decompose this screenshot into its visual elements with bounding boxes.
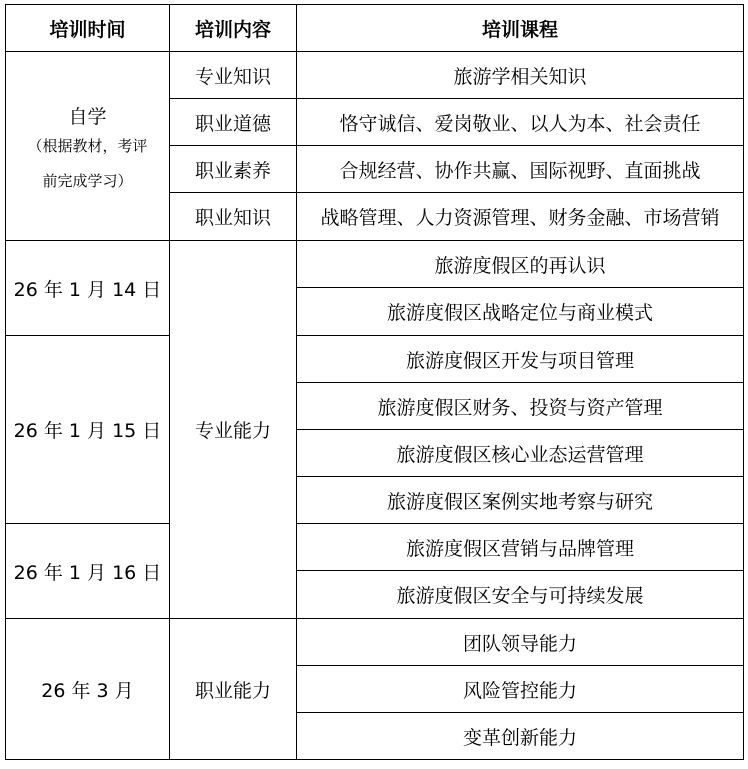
date-cell: 26 年 3 月 — [6, 619, 170, 760]
course-cell: 旅游学相关知识 — [297, 52, 744, 99]
header-training-time: 培训时间 — [6, 5, 170, 52]
training-schedule-table — [5, 4, 744, 760]
content-cell-professional: 专业能力 — [170, 241, 297, 619]
course-cell: 合规经营、协作共赢、国际视野、直面挑战 — [297, 146, 744, 193]
content-cell: 专业知识 — [170, 52, 297, 99]
date-cell: 26 年 1 月 14 日 — [6, 241, 170, 336]
header-row — [6, 5, 744, 52]
date-cell: 26 年 1 月 16 日 — [6, 524, 170, 619]
content-cell-occupational: 职业能力 — [170, 619, 297, 760]
self-study-cell — [6, 52, 170, 241]
course-cell: 旅游度假区安全与可持续发展 — [297, 571, 744, 619]
course-cell: 旅游度假区开发与项目管理 — [297, 336, 744, 383]
table-row — [6, 619, 744, 666]
course-cell: 旅游度假区财务、投资与资产管理 — [297, 383, 744, 430]
course-cell: 风险管控能力 — [297, 666, 744, 713]
self-study-note-line1: （根据教材，考评 — [27, 136, 148, 155]
self-study-note-line2: 前完成学习） — [42, 171, 133, 190]
course-cell: 变革创新能力 — [297, 713, 744, 760]
course-cell: 战略管理、人力资源管理、财务金融、市场营销 — [297, 193, 744, 241]
course-cell: 旅游度假区案例实地考察与研究 — [297, 477, 744, 524]
course-cell: 团队领导能力 — [297, 619, 744, 666]
course-cell: 旅游度假区营销与品牌管理 — [297, 524, 744, 571]
header-training-content: 培训内容 — [170, 5, 297, 52]
course-cell: 旅游度假区战略定位与商业模式 — [297, 288, 744, 336]
table-row — [6, 52, 744, 99]
self-study-title: 自学 — [68, 105, 107, 128]
course-cell: 恪守诚信、爱岗敬业、以人为本、社会责任 — [297, 99, 744, 146]
table-row — [6, 241, 744, 288]
content-cell: 职业知识 — [170, 193, 297, 241]
content-cell: 职业素养 — [170, 146, 297, 193]
table-row — [6, 524, 744, 571]
date-cell: 26 年 1 月 15 日 — [6, 336, 170, 524]
table-row — [6, 336, 744, 383]
content-cell: 职业道德 — [170, 99, 297, 146]
course-cell: 旅游度假区核心业态运营管理 — [297, 430, 744, 477]
header-training-course: 培训课程 — [297, 5, 744, 52]
course-cell: 旅游度假区的再认识 — [297, 241, 744, 288]
